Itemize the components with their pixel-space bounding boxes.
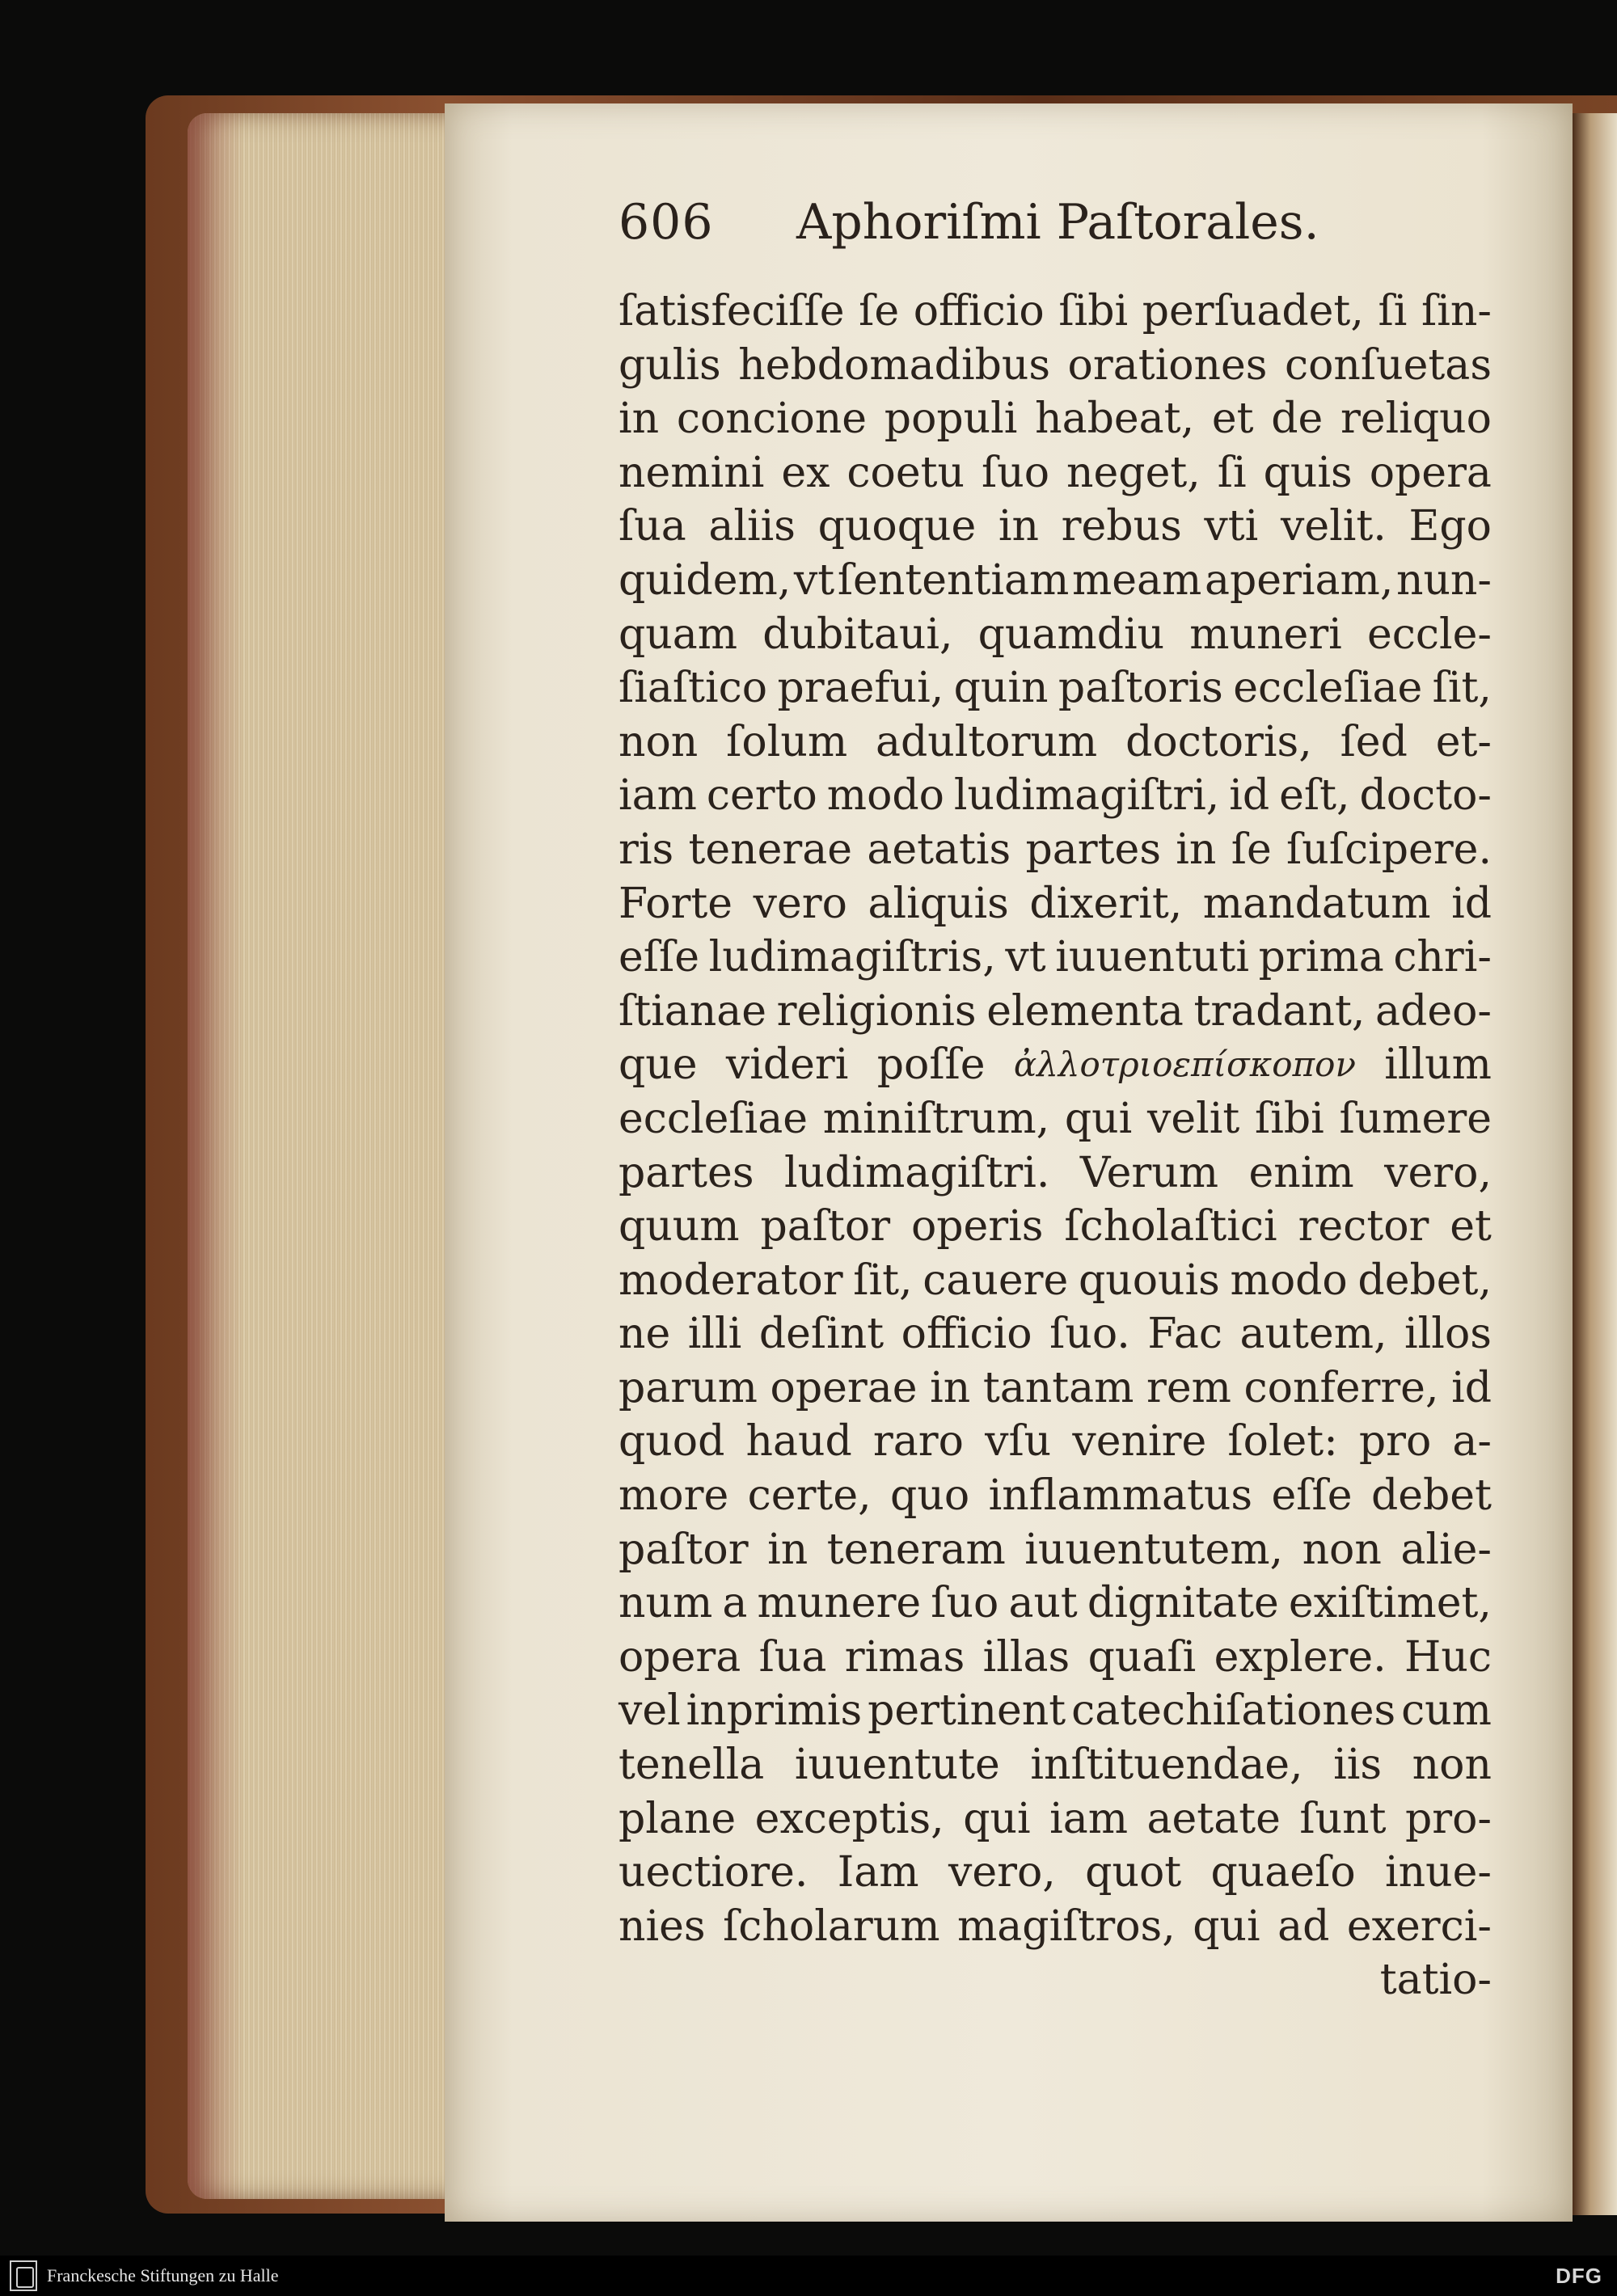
catchword-line [619, 1953, 1492, 2007]
text-line: in concione populi habeat, et de reliquo [619, 395, 1492, 444]
text-line: gulis hebdomadibus orationes conſuetas [619, 340, 1492, 390]
institution-logo-icon [10, 2260, 37, 2291]
text-line: ſtianae religionis elementa tradant, adeo- [619, 986, 1492, 1036]
text-line: nemini ex coetu ſuo neget, ſi quis opera [619, 448, 1492, 497]
text-line: partes ludimagiſtri. Verum enim vero, [619, 1148, 1492, 1197]
text-line: more certe, quo inflammatus eſſe debet [619, 1471, 1492, 1521]
text-line: eccleſiae miniſtrum, qui velit ſibi ſumere [619, 1094, 1492, 1143]
page-number: 606 [619, 194, 714, 251]
text-line: plane exceptis, qui iam aetate ſunt pro- [619, 1794, 1492, 1843]
text-line: non ſolum adultorum doctoris, ſed et- [619, 717, 1492, 766]
text-line: Forte vero aliquis dixerit, mandatum id [619, 879, 1492, 928]
text-line: uectiore. Iam vero, quot quaeſo inue- [619, 1848, 1492, 1897]
catchword: tatio- [1379, 1956, 1492, 2005]
text-line: ſua aliis quoque in rebus vti velit. Ego [619, 502, 1492, 551]
page-content [619, 194, 1492, 2007]
footer-bar [0, 2256, 1617, 2296]
text-line: moderator ſit, cauere quouis modo debet, [619, 1256, 1492, 1305]
footer-institution: Franckesche Stiftungen zu Halle [47, 2265, 279, 2285]
page-header [619, 194, 1492, 267]
footer-dfg-logo: DFG [1556, 2263, 1602, 2288]
text-line: quod haud raro vſu venire ſolet: pro a- [619, 1417, 1492, 1467]
gutter [1573, 113, 1617, 2215]
text-line: ſatisfeciſſe ſe officio ſibi perſuadet, ſi ſin- [619, 287, 1492, 336]
text-line: tenella iuuentute inſtituendae, iis non [619, 1741, 1492, 1790]
text-line: opera ſua rimas illas quaſi explere. Huc [619, 1632, 1492, 1682]
text-line: que videri poſſe ἀλλοτριοεπίσκοπον illum [619, 1040, 1492, 1090]
text-line: num a munere ſuo aut dignitate exiſtimet, [619, 1579, 1492, 1628]
text-line: ſiaſtico praefui, quin paſtoris eccleſiae ſit, [619, 664, 1492, 713]
text-line: nies ſcholarum magiſtros, qui ad exerci- [619, 1901, 1492, 1951]
text-line: ris tenerae aetatis partes in ſe ſuſcipere. [619, 825, 1492, 874]
text-line: quam dubitaui, quamdiu muneri eccle- [619, 610, 1492, 659]
text-line: ne illi deſint officio ſuo. Fac autem, illos [619, 1310, 1492, 1359]
running-title: Aphoriſmi Paſtorales. [796, 194, 1319, 251]
text-line: parum operae in tantam rem conferre, id [619, 1363, 1492, 1412]
text-line: quidem, vt ſententiam meam aperiam, nun- [619, 555, 1492, 605]
text-line: iam certo modo ludimagiſtri, id eſt, docto- [619, 771, 1492, 821]
text-line: quum paſtor operis ſcholaſtici rector et [619, 1202, 1492, 1251]
page-edges [188, 113, 454, 2199]
body-text [619, 285, 1492, 1953]
text-line: eſſe ludimagiſtris, vt iuuentuti prima chri- [619, 933, 1492, 982]
text-line: paſtor in teneram iuuentutem, non alie- [619, 1525, 1492, 1574]
text-line: vel inprimis pertinent catechiſationes cum [619, 1686, 1492, 1736]
